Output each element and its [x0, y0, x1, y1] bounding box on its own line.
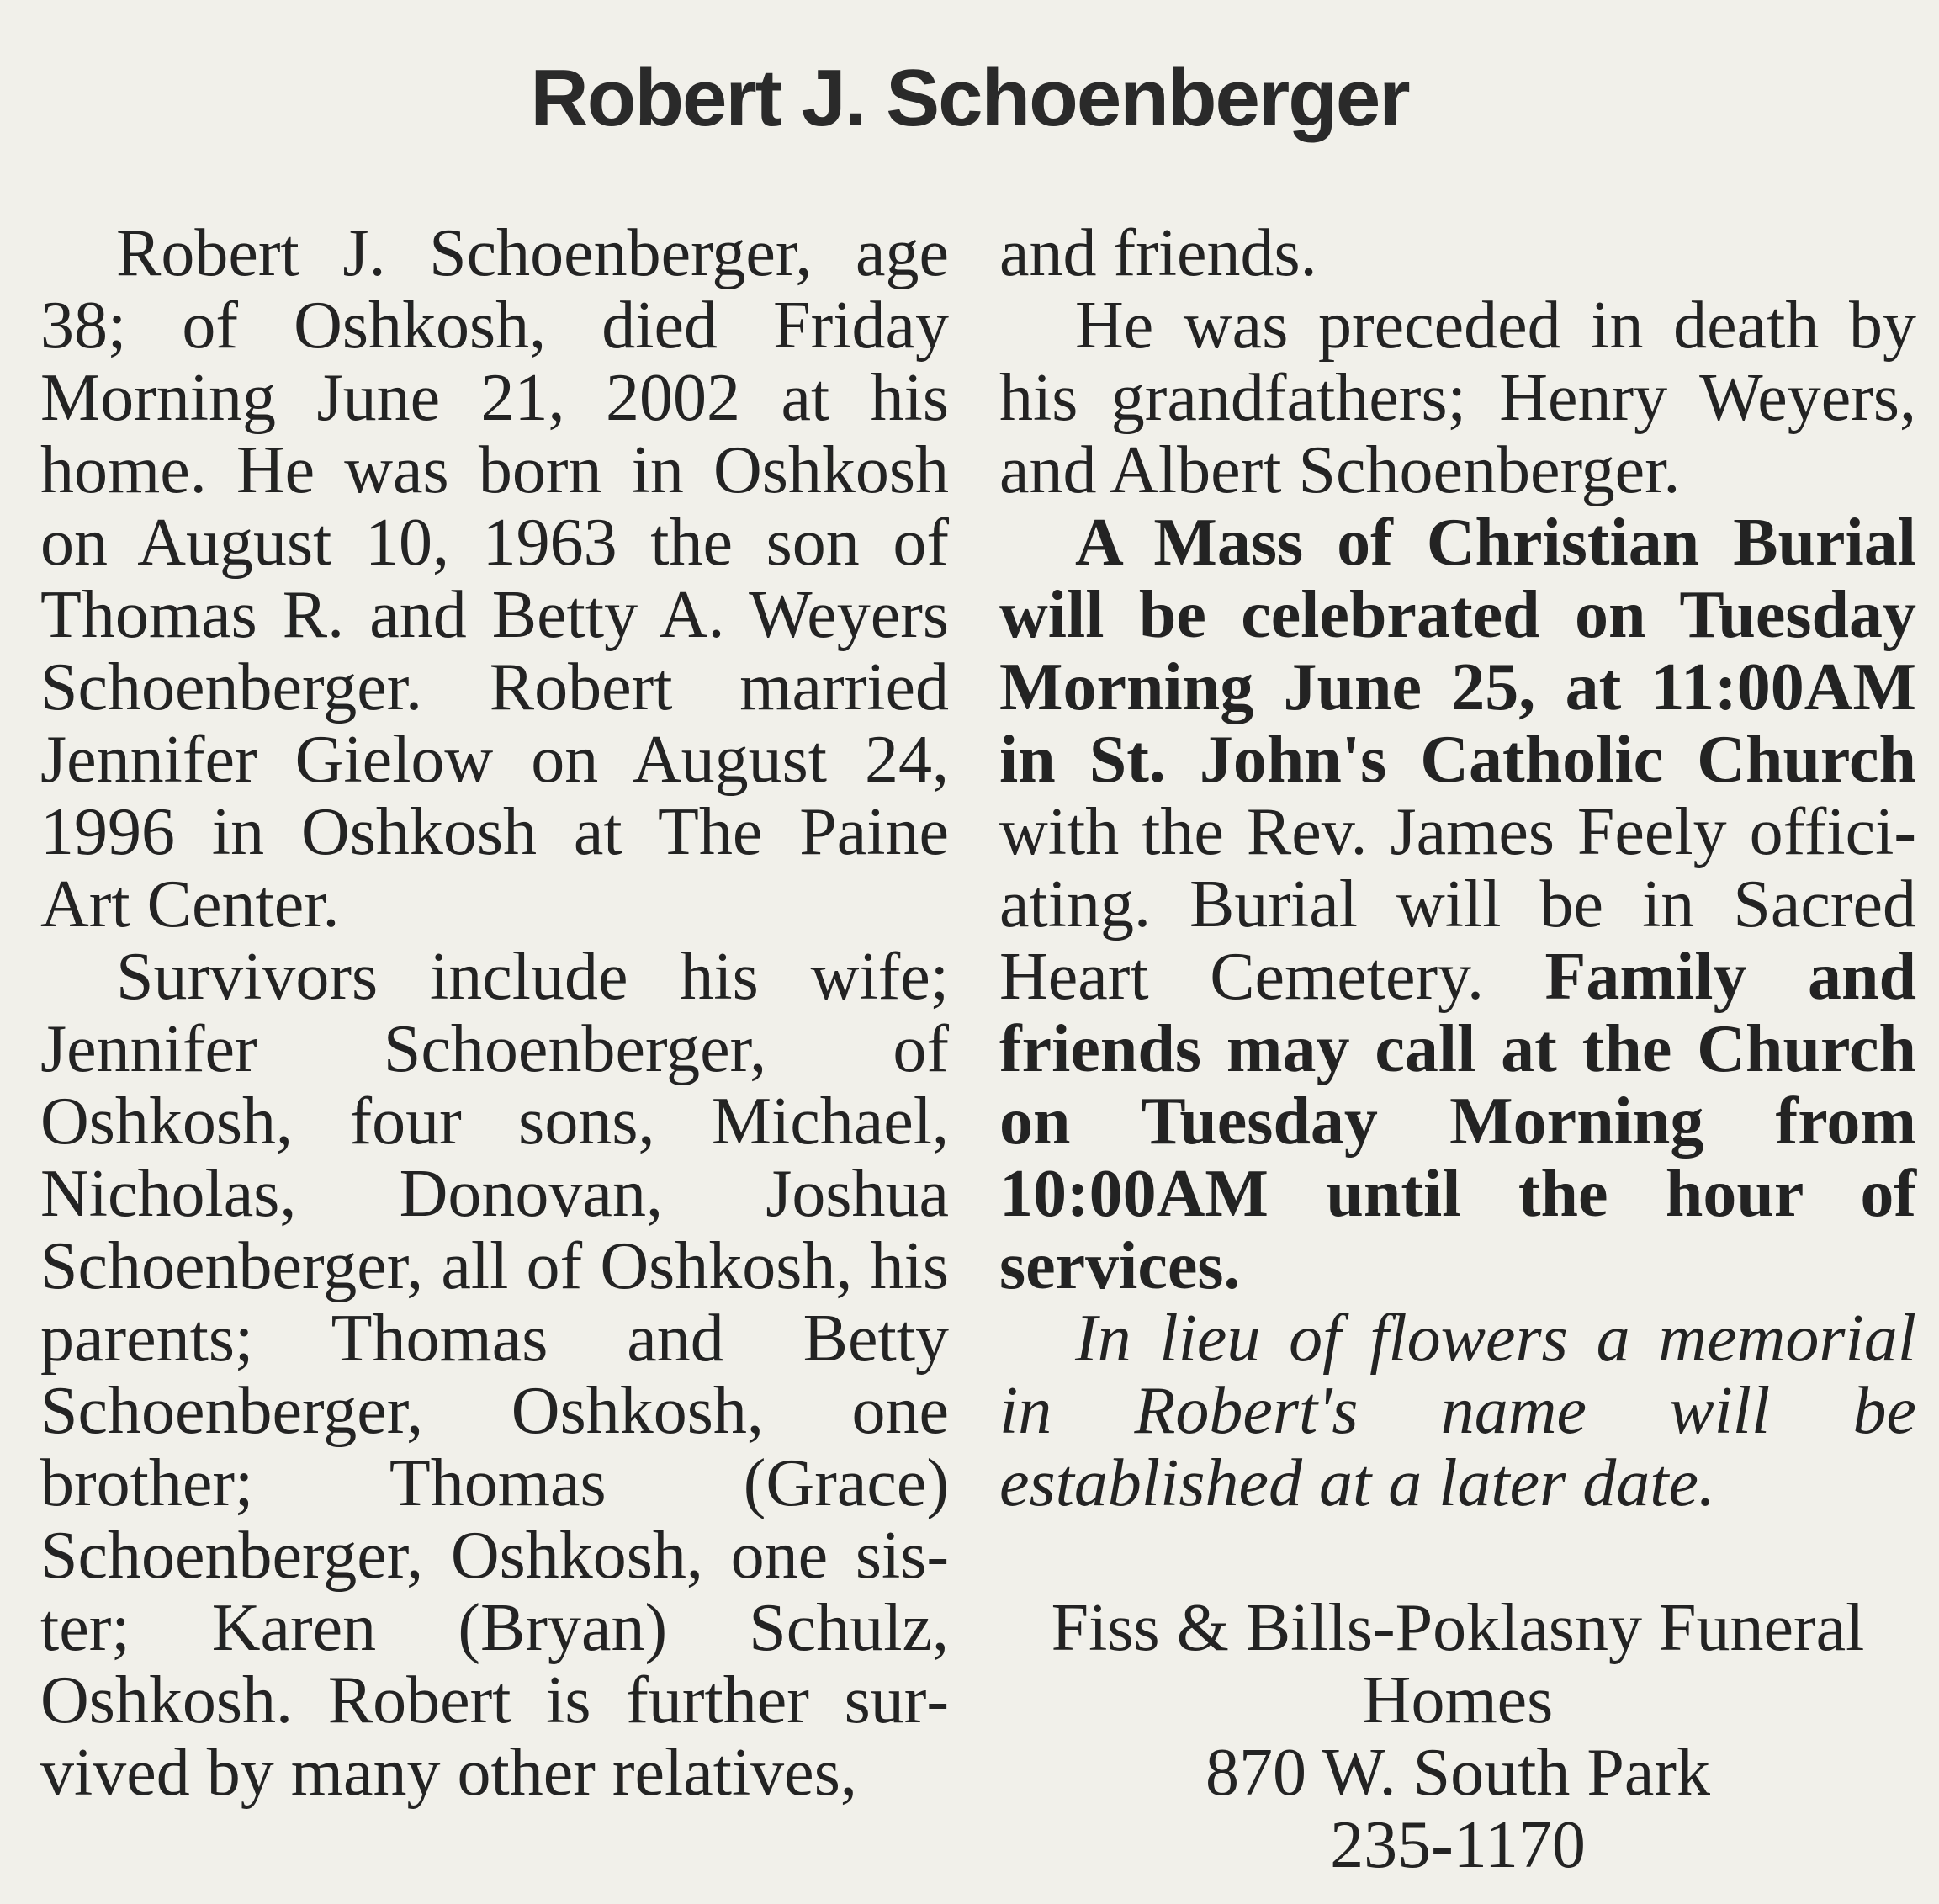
survivors-paragraph: Survivors include his wife; Jennifer Schoenberger, of Oshkosh, four sons, Michael, Nicholas, Donovan, Joshua Schoenberger, all of Oshkosh, his parents; Thomas and Betty Schoenberger, Oshkosh, one brother; Thomas (Grace) Schoenberger, Oshkosh, one sister; Karen (Bryan) Schulz, Oshkosh. Robert is further survived by many other relatives,	[40, 940, 949, 1810]
funeral-home-name: Fiss & Bills-Poklasny Funeral Homes	[1051, 1591, 1865, 1737]
continuation-text: and friends.	[999, 216, 1317, 290]
preceded-in-death-paragraph: He was preceded in death by his grandfathers; Henry Weyers, and Albert Schoenberger.	[999, 289, 1916, 507]
funeral-home-phone: 235-1170	[1330, 1808, 1586, 1882]
right-column	[999, 217, 1916, 1881]
visitation-announcement: Family and friends may call at the Church on Tuesday Morning from 10:00AM until the hour of services.	[999, 940, 1916, 1303]
funeral-home-address: 870 W. South Park	[1205, 1736, 1711, 1810]
biography-paragraph: Robert J. Schoenberger, age 38; of Oshkosh, died Friday Morning June 21, 2002 at his home. He was born in Oshkosh on August 10, 1963 the son of Thomas R. and Betty A. Weyers Schoenberger. Robert married Jennifer Gielow on August 24, 1996 in Oshkosh at The Paine Art Center.	[40, 216, 949, 941]
obituary-headline: Robert J. Schoenberger	[530, 53, 1409, 143]
funeral-home-block	[999, 1592, 1916, 1881]
mass-announcement: A Mass of Christian Burial will be celebrated on Tuesday Morning June 25, at 11:00AM in St. John's Catholic Church	[999, 506, 1916, 797]
burial-details: with the Rev. James Feely officiating. Burial will be in Sacred Heart Cemetery.	[999, 795, 1916, 1014]
services-paragraph	[999, 506, 1916, 1302]
left-column	[40, 217, 949, 1809]
memorial-note: In lieu of flowers a memorial in Robert's name will be established at a later date.	[999, 1302, 1916, 1520]
